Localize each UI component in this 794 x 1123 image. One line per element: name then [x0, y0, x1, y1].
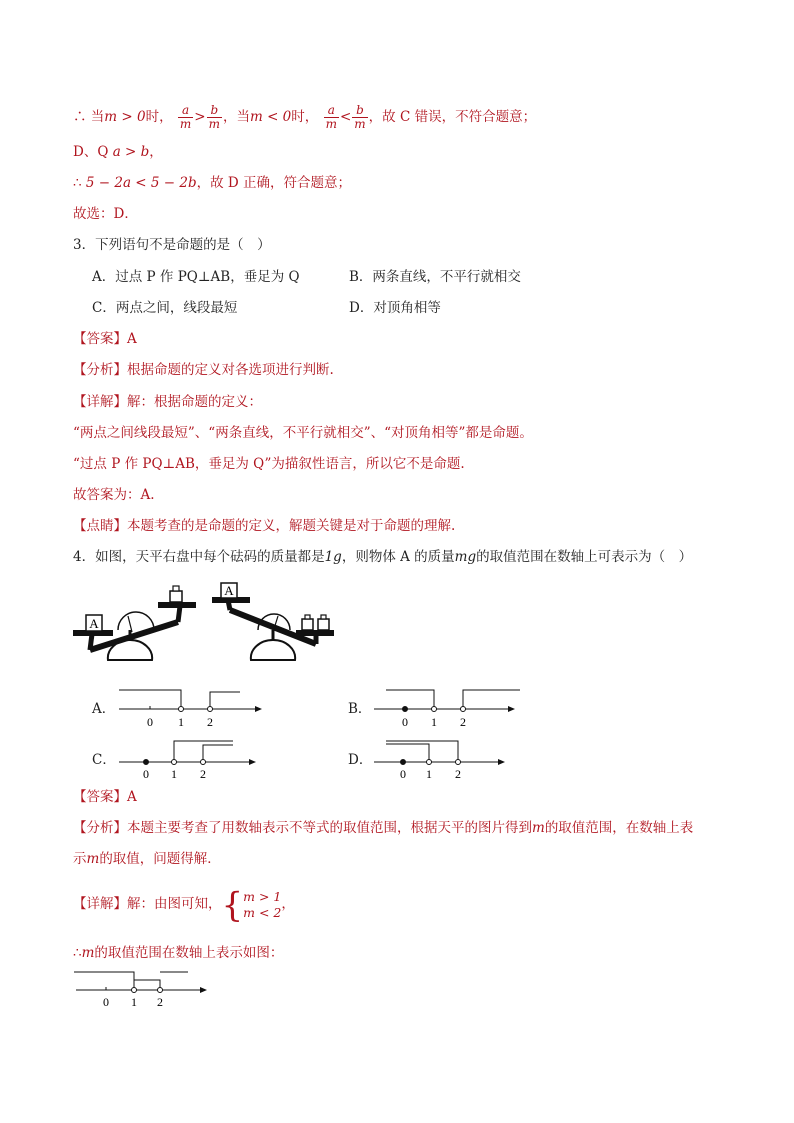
- q3-comment: 【点睛】本题考查的是命题的定义，解题关键是对于命题的理解.: [73, 518, 456, 534]
- tick-label: 1: [431, 715, 437, 729]
- tick-label: 0: [400, 767, 406, 781]
- open-point: [208, 707, 213, 712]
- fraction-a-over-m-2: $\frac{a}{m}$: [325, 103, 337, 131]
- tick-label: 1: [178, 715, 184, 729]
- closed-point: [144, 760, 149, 765]
- tick-label: 1: [426, 767, 432, 781]
- fraction-b-over-m-2: $\frac{b}{m}$: [354, 103, 366, 131]
- tick-label: 2: [455, 767, 461, 781]
- scale-dial: [118, 612, 154, 630]
- tick-label: 2: [460, 715, 466, 729]
- object-a-label: A: [89, 616, 99, 631]
- number-line-a: [115, 684, 265, 732]
- tick-label: 0: [147, 715, 153, 729]
- balance-scales-figure: [70, 582, 340, 667]
- q4-option-b-label: B．: [348, 701, 372, 717]
- open-point: [172, 760, 177, 765]
- number-line-b: [370, 684, 520, 732]
- q3-detail-line-3: “过点 P 作 PQ⊥AB，垂足为 Q”为描叙性语言，所以它不是命题.: [73, 456, 465, 472]
- q4-answer: 【答案】A: [73, 789, 137, 805]
- open-point: [201, 760, 206, 765]
- solution-d-line-2: ∴ 5 − 2a < 5 − 2b，故 D 正确，符合题意；: [73, 175, 352, 191]
- solution-number-line: [72, 964, 212, 1014]
- closed-point: [401, 760, 406, 765]
- q3-analysis: 【分析】根据命题的定义对各选项进行判断.: [73, 362, 334, 378]
- q4-option-d-label: D．: [348, 752, 373, 768]
- number-line-d: [370, 736, 520, 784]
- q4-analysis-line-1: 【分析】本题主要考查了用数轴表示不等式的取值范围，根据天平的图片得到m的取值范围，在数轴上表: [73, 820, 694, 836]
- tick-label: 2: [200, 767, 206, 781]
- open-point: [132, 988, 137, 993]
- q4-option-c-label: C．: [92, 752, 116, 768]
- solution-c-line: ∴ 当m > 0时， $\frac{a}{m}$ > $\frac{b}{m}$ ，当m < 0时， $\frac{a}{m}$ < $\frac{b}{m}$ ，故 C 错误，不符合题意；: [73, 103, 537, 131]
- q3-option-b: B．两条直线，不平行就相交: [349, 269, 521, 285]
- tick-label: 1: [171, 767, 177, 781]
- fraction-a-over-m: $\frac{a}{m}$: [179, 103, 192, 131]
- weight-icon-3: [318, 619, 329, 630]
- q3-answer: 【答案】A: [73, 331, 137, 347]
- closed-point: [403, 707, 408, 712]
- number-line-c: [115, 736, 265, 784]
- tick-label: 0: [143, 767, 149, 781]
- q4-therefore: ∴m的取值范围在数轴上表示如图：: [73, 945, 284, 961]
- therefore-symbol: ∴: [73, 109, 87, 125]
- open-point: [456, 760, 461, 765]
- q3-detail: 【详解】解：根据命题的定义：: [73, 394, 262, 410]
- q4-analysis-line-2: 示m的取值，问题得解．: [73, 851, 221, 867]
- q4-stem: 4．如图，天平右盘中每个砝码的质量都是1g，则物体 A 的质量mg的取值范围在数轴上可表示为（ ）: [73, 549, 693, 565]
- q3-stem: 3．下列语句不是命题的是（ ）: [73, 237, 271, 253]
- q4-detail: 【详解】解：由图可知，{ m > 1 m < 2 ，: [73, 885, 295, 925]
- q3-detail-line-2: “两点之间线段最短”、“两条直线，不平行就相交”、“对顶角相等”都是命题。: [73, 425, 533, 441]
- open-point: [427, 760, 432, 765]
- fraction-b-over-m: $\frac{b}{m}$: [208, 103, 220, 131]
- weight-icon-2: [302, 619, 313, 630]
- answer-line-1: 故选：D．: [73, 206, 138, 222]
- q3-final: 故答案为：A.: [73, 487, 155, 503]
- q3-option-d: D．对顶角相等: [349, 300, 441, 316]
- solution-d-line-1: D、Q a > b，: [73, 144, 163, 160]
- tick-label: 2: [207, 715, 213, 729]
- q4-option-a-label: A．: [92, 701, 116, 717]
- balance-scale-left: [73, 586, 196, 660]
- open-point: [432, 707, 437, 712]
- q3-option-a: A．过点 P 作 PQ⊥AB，垂足为 Q: [92, 269, 300, 285]
- tick-label: 0: [402, 715, 408, 729]
- right-pan: [158, 602, 196, 608]
- inequality-system: { m > 1 m < 2: [221, 885, 282, 925]
- tick-label: 0: [103, 995, 109, 1009]
- weight-icon: [170, 591, 182, 602]
- open-point: [158, 988, 163, 993]
- tick-label: 1: [131, 995, 137, 1009]
- q3-option-c: C．两点之间，线段最短: [92, 300, 238, 316]
- open-point: [179, 707, 184, 712]
- open-point: [461, 707, 466, 712]
- balance-scale-right: [212, 583, 334, 660]
- object-a-label-2: A: [224, 583, 234, 598]
- tick-label: 2: [157, 995, 163, 1009]
